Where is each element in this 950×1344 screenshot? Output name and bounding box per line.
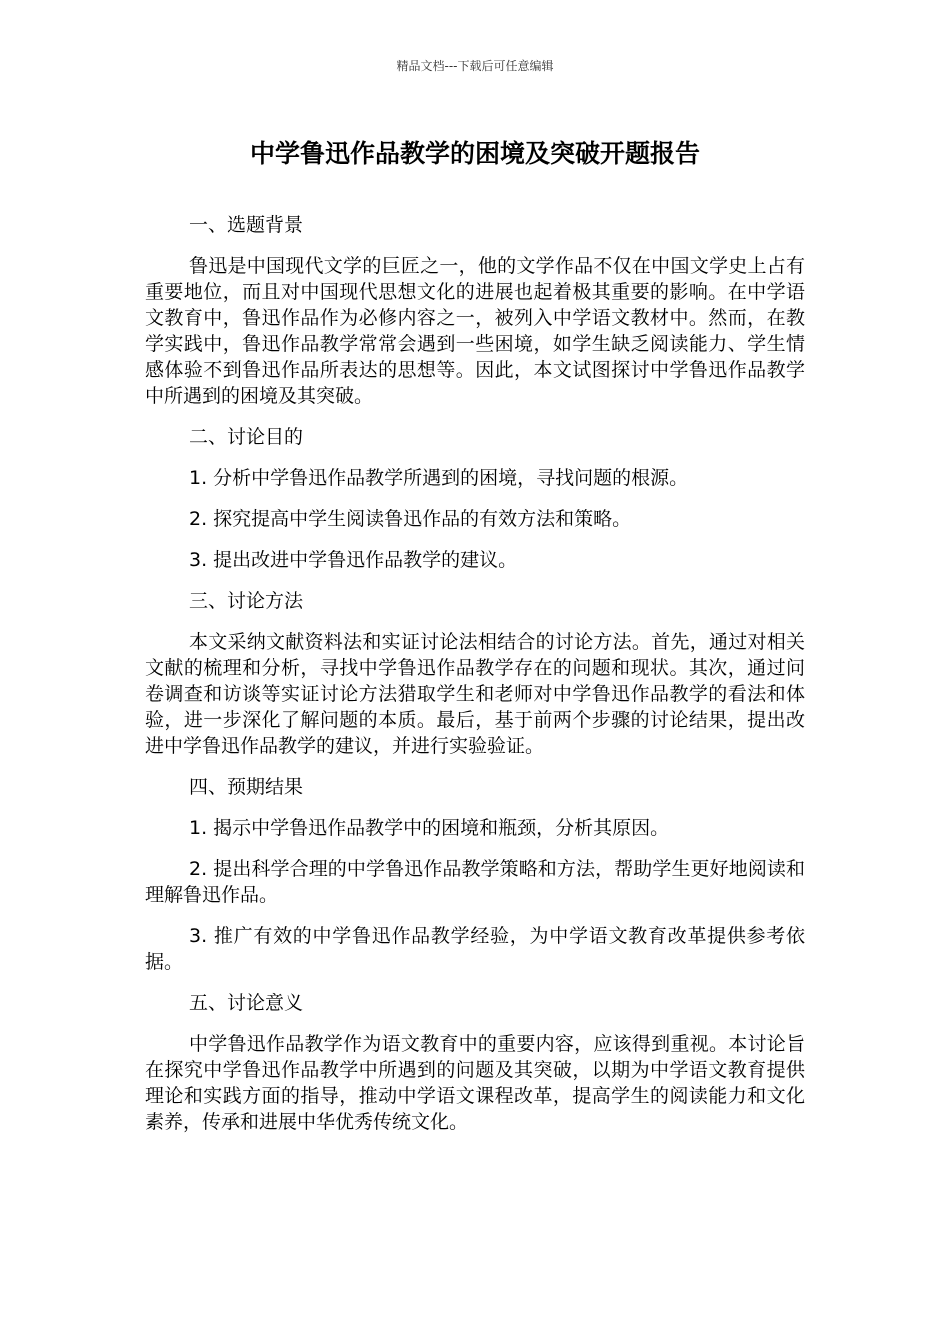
section-heading-significance: 五、讨论意义 [189, 992, 304, 1014]
document-body [145, 212, 805, 1150]
list-item-purpose-2: 2. 探究提高中学生阅读鲁迅作品的有效方法和策略。 [189, 508, 632, 530]
section-heading-method: 三、讨论方法 [189, 590, 304, 612]
paragraph-background: 鲁迅是中国现代文学的巨匠之一，他的文学作品不仅在中国文学史上占有重要地位，而且对中国现代思想文化的进展也起着极其重要的影响。在中学语文教育中，鲁迅作品作为必修内容之一，被列入中学语文教材中。然而，在教学实践中，鲁迅作品教学常常会遇到一些困境，如学生缺乏阅读能力、学生情感体验不到鲁迅作品所表达的思想等。因此，本文试图探讨中学鲁迅作品教学中所遇到的困境及其突破。 [145, 255, 805, 407]
list-item-results-2: 2. 提出科学合理的中学鲁迅作品教学策略和方法，帮助学生更好地阅读和理解鲁迅作品。 [145, 858, 805, 906]
list-item-purpose-1: 1. 分析中学鲁迅作品教学所遇到的困境，寻找问题的根源。 [189, 467, 689, 489]
list-item-purpose-3: 3. 提出改进中学鲁迅作品教学的建议。 [189, 549, 518, 571]
paragraph-method: 本文采纳文献资料法和实证讨论法相结合的讨论方法。首先，通过对相关文献的梳理和分析，寻找中学鲁迅作品教学存在的问题和现状。其次，通过问卷调查和访谈等实证讨论方法猎取学生和老师对中学鲁迅作品教学的看法和体验，进一步深化了解问题的本质。最后，基于前两个步骤的讨论结果，提出改进中学鲁迅作品教学的建议，并进行实验验证。 [145, 631, 805, 757]
list-item-results-1: 1. 揭示中学鲁迅作品教学中的困境和瓶颈，分析其原因。 [189, 817, 670, 839]
section-heading-background: 一、选题背景 [189, 214, 304, 236]
paragraph-significance: 中学鲁迅作品教学作为语文教育中的重要内容，应该得到重视。本讨论旨在探究中学鲁迅作品教学中所遇到的问题及其突破，以期为中学语文教育提供理论和实践方面的指导，推动中学语文课程改革，提高学生的阅读能力和文化素养，传承和进展中华优秀传统文化。 [145, 1033, 805, 1133]
section-heading-purpose: 二、讨论目的 [189, 426, 304, 448]
section-heading-results: 四、预期结果 [189, 776, 304, 798]
header-note: 精品文档---下载后可任意编辑 [396, 59, 554, 73]
list-item-results-3: 3. 推广有效的中学鲁迅作品教学经验，为中学语文教育改革提供参考依据。 [145, 925, 805, 973]
document-title: 中学鲁迅作品教学的困境及突破开题报告 [249, 139, 700, 168]
